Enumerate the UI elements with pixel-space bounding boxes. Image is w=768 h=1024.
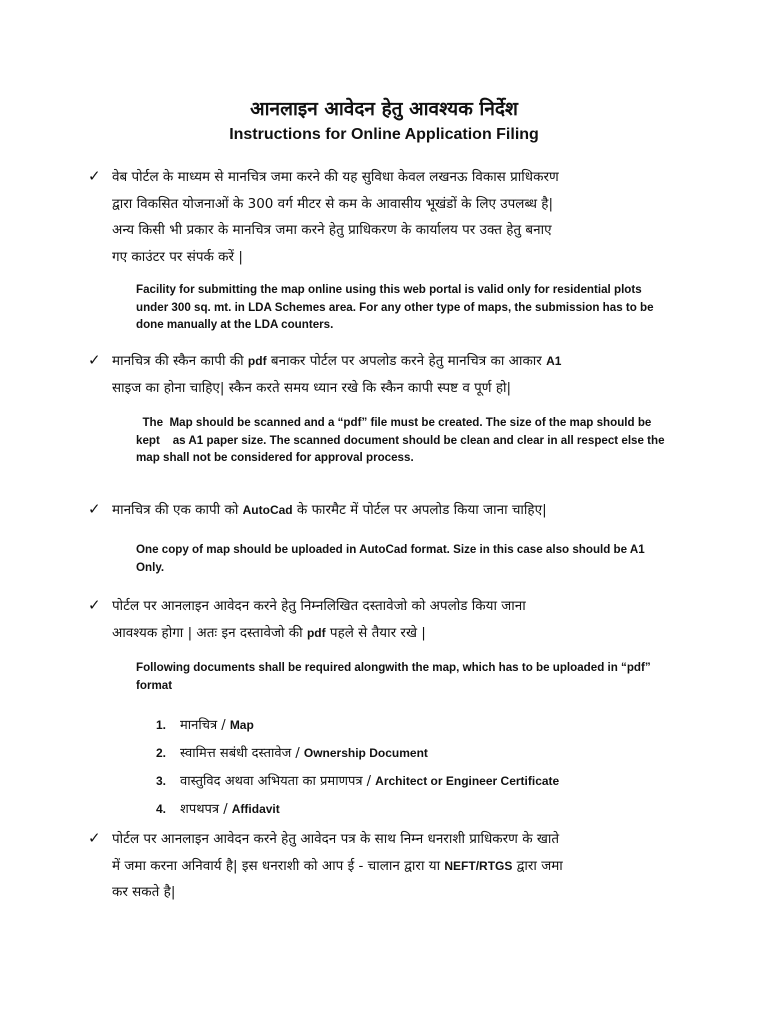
- section-3-en-line-2: Only.: [136, 560, 165, 574]
- section-2-line-1: मानचित्र की स्कैन कापी की pdf बनाकर पोर्टल पर अपलोड करने हेतु मानचित्र का आकार A1: [112, 353, 562, 369]
- section-4-hindi: [88, 593, 672, 646]
- section-2-line-2: साइज का होना चाहिए| स्कैन करते समय ध्यान रखे कि स्कैन कापी स्पष्ट व पूर्ण हो|: [112, 379, 512, 396]
- list-item: 4. शपथपत्र / Affidavit: [156, 802, 280, 817]
- check-icon: ✓: [88, 500, 101, 518]
- check-icon: ✓: [88, 596, 101, 614]
- section-2-en-line-3: map shall not be considered for approval process.: [136, 451, 414, 464]
- section-2-en-line-2: kept as A1 paper size. The scanned document should be clean and clear in all respect else the: [136, 433, 665, 447]
- section-1-line-4: गए काउंटर पर संपर्क करें |: [112, 248, 243, 265]
- section-5-line-1: पोर्टल पर आनलाइन आवेदन करने हेतु आवेदन पत्र के साथ निम्न धनराशी प्राधिकरण के खाते: [112, 831, 560, 847]
- section-4-en-line-2: format: [136, 678, 173, 692]
- documents-list: [156, 713, 559, 825]
- section-3-line-1: मानचित्र की एक कापी को AutoCad के फारमैट में पोर्टल पर अपलोड किया जाना चाहिए|: [112, 502, 547, 518]
- title-english: Instructions for Online Application Filing: [229, 126, 539, 143]
- check-icon: ✓: [88, 829, 101, 847]
- section-1-line-3: अन्य किसी भी प्रकार के मानचित्र जमा करने हेतु प्राधिकरण के कार्यालय पर उक्त हेतु बनाए: [112, 222, 552, 238]
- section-1-line-1: वेब पोर्टल के माध्यम से मानचित्र जमा करने की यह सुविधा केवल लखनऊ विकास प्राधिकरण: [112, 169, 559, 185]
- section-4-en-line-1: Following documents shall be required alongwith the map, which has to be uploaded in “pdf”: [136, 661, 651, 674]
- section-1-line-2: द्वारा विकसित योजनाओं के 300 वर्ग मीटर से कम के आवासीय भूखंडों के लिए उपलब्ध है|: [112, 195, 553, 212]
- section-4-line-2: आवश्यक होगा | अतः इन दस्तावेजो की pdf पहले से तैयार रखे |: [112, 624, 426, 641]
- section-2-hindi: [88, 348, 672, 401]
- list-item: 3. वास्तुविद अथवा अभियता का प्रमाणपत्र / Architect or Engineer Certificate: [156, 774, 560, 789]
- section-1-hindi: [88, 164, 672, 270]
- check-icon: ✓: [88, 167, 101, 185]
- section-4-english: [136, 659, 651, 694]
- section-2-english: [136, 414, 665, 467]
- section-5-line-3: कर सकते है|: [112, 884, 176, 900]
- section-1-en-line-1: Facility for submitting the map online using this web portal is valid only for residential plots: [136, 283, 642, 296]
- section-2-en-line-1: The Map should be scanned and a “pdf” file must be created. The size of the map should be: [136, 416, 652, 429]
- section-4-line-1: पोर्टल पर आनलाइन आवेदन करने हेतु निम्नलिखित दस्तावेजो को अपलोड किया जाना: [112, 598, 526, 614]
- check-icon: ✓: [88, 351, 101, 369]
- section-5-hindi: [88, 826, 672, 906]
- section-3-en-line-1: One copy of map should be uploaded in AutoCad format. Size in this case also should be A1: [136, 543, 645, 556]
- title-hindi: आनलाइन आवेदन हेतु आवश्यक निर्देश: [250, 98, 518, 120]
- section-1-english: [136, 281, 654, 334]
- list-item: 1. मानचित्र / Map: [156, 718, 254, 733]
- list-item: 2. स्वामित्त सबंधी दस्तावेज / Ownership Document: [156, 746, 428, 761]
- section-1-en-line-2: under 300 sq. mt. in LDA Schemes area. For any other type of maps, the submission has to be: [136, 300, 654, 314]
- section-3-english: [136, 541, 645, 576]
- section-3-hindi: [88, 497, 672, 524]
- section-5-line-2: में जमा करना अनिवार्य है| इस धनराशी को आप ई - चालान द्वारा या NEFT/RTGS द्वारा जमा: [112, 857, 563, 874]
- section-1-en-line-3: done manually at the LDA counters.: [136, 318, 334, 331]
